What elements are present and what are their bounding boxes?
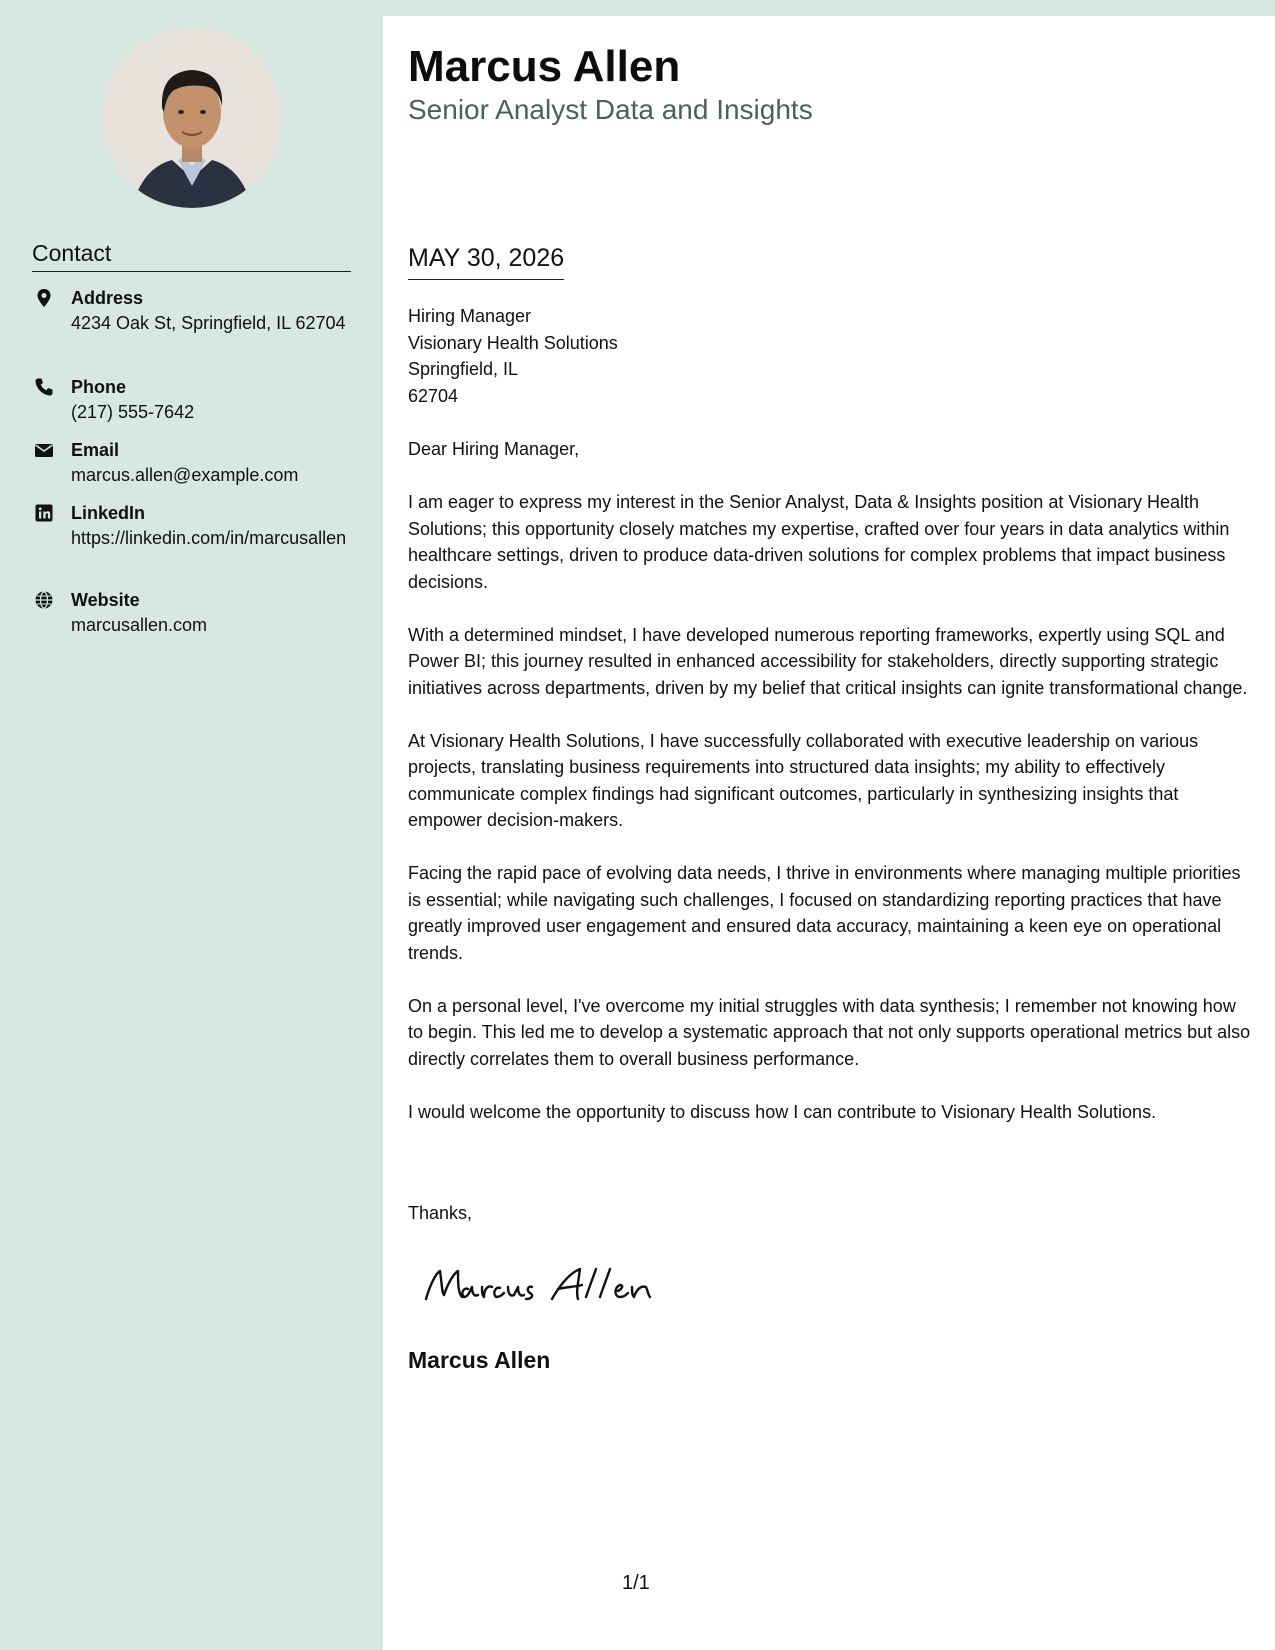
- page-number: 1/1: [622, 1572, 650, 1594]
- body-paragraph: At Visionary Health Solutions, I have successfully collaborated with executive leadership on various projects, translating business requirements into structured data insights; my ability to effectively communicate complex findings had significant outcomes, particularly in synthesizing insights that empower decision-makers.: [408, 730, 1199, 830]
- recipient-block: [408, 303, 618, 409]
- contact-item-linkedin: [32, 501, 352, 551]
- body-paragraph: On a personal level, I've overcome my initial struggles with data synthesis; I remember not knowing how to begin. This led me to develop a systematic approach that not only supports operational metrics but also directly correlates them to overall business performance.: [408, 995, 1251, 1069]
- recipient-line: Visionary Health Solutions: [408, 332, 618, 353]
- body-paragraph: I would welcome the opportunity to discuss how I can contribute to Visionary Health Solutions.: [408, 1101, 1157, 1122]
- contact-item-phone: [32, 375, 352, 425]
- contact-value: 4234 Oak St, Springfield, IL 62704: [71, 313, 346, 333]
- linkedin-icon: [34, 503, 54, 523]
- contact-label: Address: [71, 288, 144, 308]
- closing: Thanks,: [408, 1203, 473, 1223]
- recipient-line: Hiring Manager: [408, 306, 532, 326]
- recipient-line: 62704: [408, 385, 459, 406]
- contact-heading: Contact: [32, 240, 351, 272]
- handwritten-signature: [420, 1255, 660, 1315]
- map-pin-icon: [34, 288, 54, 308]
- contact-label: Website: [71, 590, 140, 610]
- contact-item-website: [32, 588, 352, 638]
- email-link[interactable]: marcus.allen@example.com: [71, 465, 299, 485]
- contact-label: Phone: [71, 377, 127, 397]
- contact-item-email: [32, 438, 352, 488]
- envelope-icon: [34, 440, 54, 460]
- signer-name: Marcus Allen: [408, 1347, 551, 1373]
- letter-body: [408, 436, 1253, 1152]
- linkedin-link[interactable]: https://linkedin.com/in/marcusallen: [71, 528, 347, 548]
- contact-value[interactable]: [71, 613, 352, 638]
- salutation: Dear Hiring Manager,: [408, 439, 580, 459]
- phone-icon: [34, 377, 54, 397]
- body-paragraph: Facing the rapid pace of evolving data needs, I thrive in environments where managing multiple priorities is essential; while navigating such challenges, I focused on standardizing reporting practices that have greatly improved user engagement and ensured data accuracy, maintaining a keen eye on operational trends.: [408, 863, 1241, 963]
- body-paragraph: With a determined mindset, I have developed numerous reporting frameworks, expertly using SQL and Power BI; this journey resulted in enhanced accessibility for stakeholders, directly supporting strategic initiatives across departments, driven by my belief that critical insights can ignite transformational change.: [408, 624, 1248, 698]
- applicant-name: Marcus Allen: [408, 42, 681, 91]
- body-paragraph: I am eager to express my interest in the Senior Analyst, Data & Insights position at Visionary Health Solutions; this opportunity closely matches my expertise, crafted over four years in data analytics within healthcare settings, driven to produce data-driven solutions for complex problems that impact business decisions.: [408, 492, 1230, 592]
- contact-value: (217) 555-7642: [71, 402, 195, 422]
- letter-date: MAY 30, 2026: [408, 244, 564, 280]
- contact-value[interactable]: [71, 463, 352, 488]
- contact-item-address: [32, 286, 352, 336]
- contact-label: Email: [71, 440, 120, 460]
- recipient-line: Springfield, IL: [408, 359, 519, 379]
- applicant-role: Senior Analyst Data and Insights: [408, 94, 813, 125]
- website-link[interactable]: marcusallen.com: [71, 615, 208, 635]
- contact-label: LinkedIn: [71, 503, 146, 523]
- avatar: [102, 28, 282, 208]
- globe-icon: [34, 590, 54, 610]
- contact-value[interactable]: [71, 526, 352, 551]
